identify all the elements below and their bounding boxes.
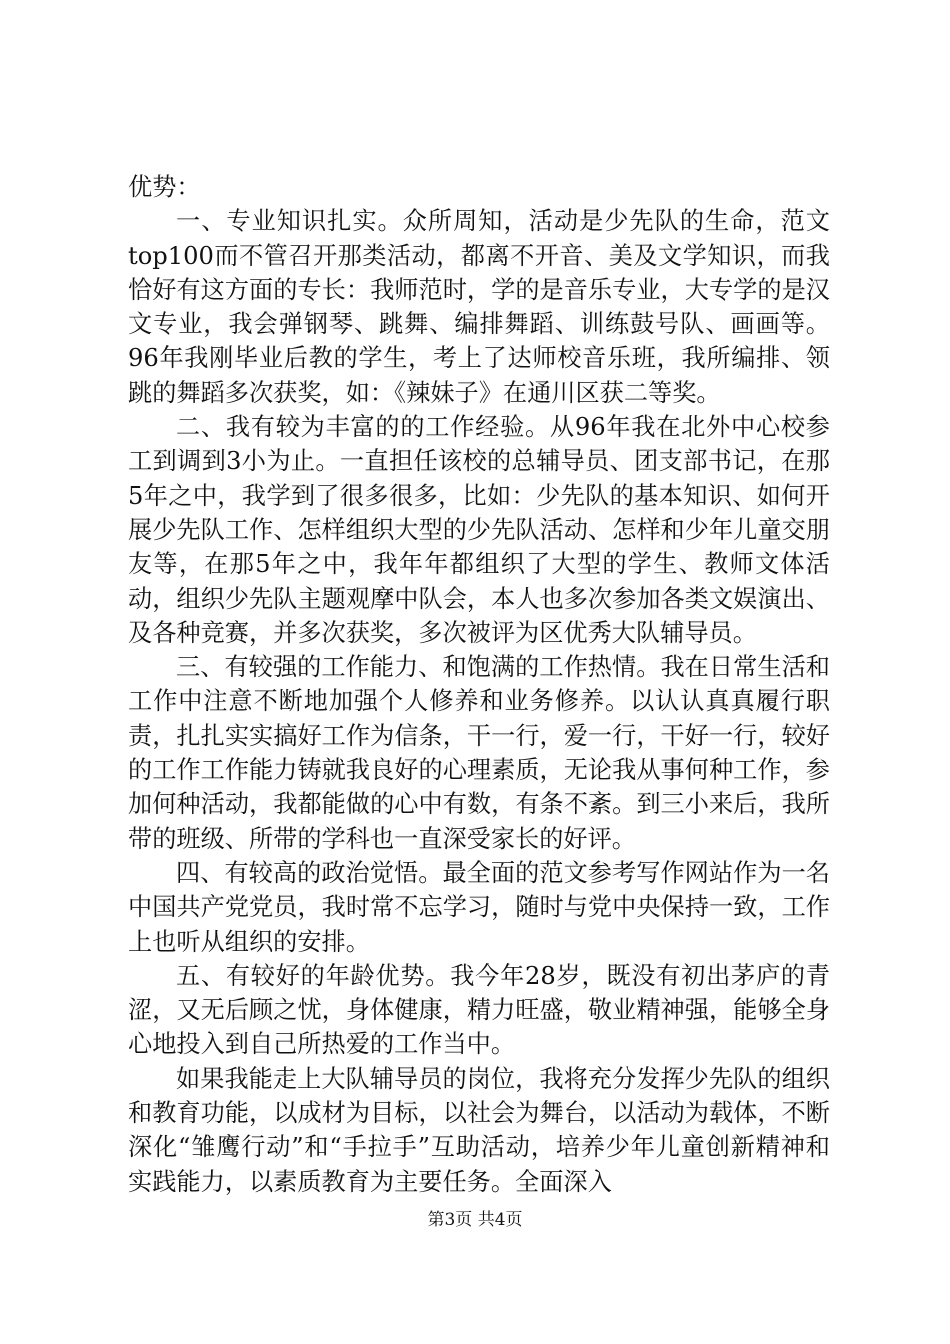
paragraph-work-ability: 三、有较强的工作能力、和饱满的工作热情。我在日常生活和工作中注意不断地加强个人修养和业务修养。以认认真真履行职责，扎扎实实搞好工作为信条，干一行，爱一行，干好一行，较好的工作工作能力铸就我良好的心理素质，无论我从事何种工作，参加何种活动，我都能做的心中有数，有条不紊。到三小来后，我所带的班级、所带的学科也一直深受家长的好评。 [128, 653, 830, 853]
opening-line: 优势： [128, 173, 201, 201]
paragraph-professional-knowledge: 一、专业知识扎实。众所周知，活动是少先队的生命，范文top100而不管召开那类活动，都离不开音、美及文学知识，而我恰好有这方面的专长：我师范时，学的是音乐专业，大专学的是汉文专业，我会弹钢琴、跳舞、编排舞蹈、训练鼓号队、画画等。96年我刚毕业后教的学生，考上了达师校音乐班，我所编排、领跳的舞蹈多次获奖，如：《辣妹子》在通川区获二等奖。 [128, 207, 830, 407]
page-number: 第3页 共4页 [427, 1210, 523, 1230]
document-body [128, 170, 830, 1199]
paragraph-plan: 如果我能走上大队辅导员的岗位，我将充分发挥少先队的组织和教育功能，以成材为目标，以社会为舞台，以活动为载体，不断深化“雏鹰行动”和“手拉手”互助活动，培养少年儿童创新精神和实践能力，以素质教育为主要任务。全面深入 [128, 1064, 830, 1196]
paragraph-political-awareness: 四、有较高的政治觉悟。最全面的范文参考写作网站作为一名中国共产党党员，我时常不忘学习，随时与党中央保持一致，工作上也听从组织的安排。 [128, 858, 830, 956]
paragraph-work-experience: 二、我有较为丰富的的工作经验。从96年我在北外中心校参工到调到3小为止。一直担任该校的总辅导员、团支部书记，在那5年之中，我学到了很多很多，比如：少先队的基本知识、如何开展少先队工作、怎样组织大型的少先队活动、怎样和少年儿童交朋友等，在那5年之中，我年年都组织了大型的学生、教师文体活动，组织少先队主题观摩中队会，本人也多次参加各类文娱演出、及各种竞赛，并多次获奖，多次被评为区优秀大队辅导员。 [128, 413, 830, 647]
paragraph-age-advantage: 五、有较好的年龄优势。我今年28岁，既没有初出茅庐的青涩，又无后顾之忧，身体健康，精力旺盛，敬业精神强，能够全身心地投入到自己所热爱的工作当中。 [128, 961, 830, 1059]
